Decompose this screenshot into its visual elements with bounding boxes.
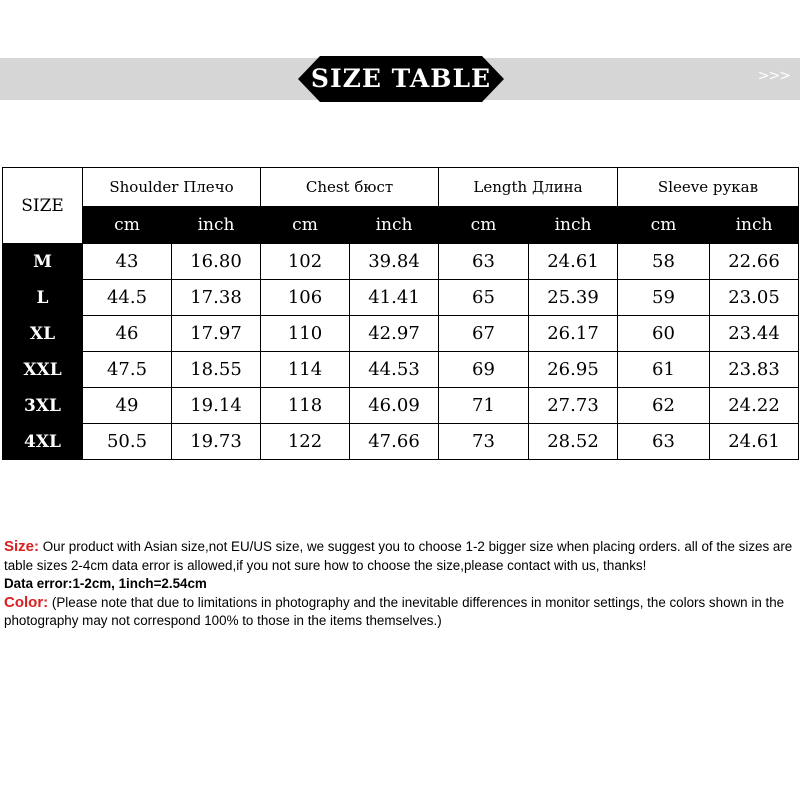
unit-header-inch: inch <box>529 207 618 244</box>
unit-header-inch: inch <box>350 207 439 244</box>
group-header-chest: Chest бюст <box>261 168 439 207</box>
measurement-cell: 47.66 <box>350 424 439 460</box>
measurement-cell: 41.41 <box>350 280 439 316</box>
table-row <box>3 352 799 388</box>
measurement-cell: 23.44 <box>710 316 799 352</box>
measurement-cell: 50.5 <box>83 424 172 460</box>
size-note-text: Our product with Asian size,not EU/US size, we suggest you to choose 1-2 bigger size when placing orders. all of the sizes are table sizes 2-4cm data error is allowed,if you not sure how to choose the size,please contact with us, thanks! <box>4 539 793 573</box>
color-note <box>4 594 798 631</box>
title-badge <box>298 56 504 102</box>
color-note-text: (Please note that due to limitations in photography and the inevitable differences in monitor settings, the colors shown in the photography may not correspond 100% to those in the items themselves.) <box>4 594 785 628</box>
size-cell: XL <box>3 316 83 352</box>
measurement-cell: 43 <box>83 244 172 280</box>
table-row <box>3 316 799 352</box>
measurement-cell: 28.52 <box>529 424 618 460</box>
size-column-header: SIZE <box>3 168 83 244</box>
notes-section <box>4 538 798 631</box>
measurement-cell: 110 <box>261 316 350 352</box>
measurement-cell: 59 <box>618 280 710 316</box>
measurement-cell: 24.61 <box>710 424 799 460</box>
measurement-cell: 47.5 <box>83 352 172 388</box>
measurement-cell: 114 <box>261 352 350 388</box>
measurement-cell: 44.53 <box>350 352 439 388</box>
measurement-cell: 39.84 <box>350 244 439 280</box>
group-header-sleeve: Sleeve рукав <box>618 168 799 207</box>
measurement-cell: 46.09 <box>350 388 439 424</box>
measurement-cell: 18.55 <box>172 352 261 388</box>
measurement-cell: 19.73 <box>172 424 261 460</box>
measurement-cell: 65 <box>439 280 529 316</box>
measurement-cell: 44.5 <box>83 280 172 316</box>
page-title: SIZE TABLE <box>310 64 492 93</box>
measurement-cell: 17.97 <box>172 316 261 352</box>
measurement-cell: 27.73 <box>529 388 618 424</box>
measurement-cell: 67 <box>439 316 529 352</box>
measurement-cell: 49 <box>83 388 172 424</box>
measurement-cell: 63 <box>439 244 529 280</box>
measurement-cell: 26.17 <box>529 316 618 352</box>
measurement-cell: 26.95 <box>529 352 618 388</box>
measurement-cell: 22.66 <box>710 244 799 280</box>
chevrons-icon: >>> <box>757 68 790 84</box>
measurement-cell: 73 <box>439 424 529 460</box>
data-error-note: Data error:1-2cm, 1inch=2.54cm <box>4 576 207 591</box>
size-cell: 3XL <box>3 388 83 424</box>
measurement-cell: 61 <box>618 352 710 388</box>
measurement-cell: 62 <box>618 388 710 424</box>
table-row <box>3 388 799 424</box>
measurement-cell: 42.97 <box>350 316 439 352</box>
size-note-label: Size: <box>4 538 40 555</box>
measurement-cell: 71 <box>439 388 529 424</box>
color-note-label: Color: <box>4 593 49 611</box>
measurement-cell: 17.38 <box>172 280 261 316</box>
measurement-cell: 106 <box>261 280 350 316</box>
measurement-cell: 23.83 <box>710 352 799 388</box>
size-table <box>2 167 799 460</box>
size-cell: 4XL <box>3 424 83 460</box>
group-header-length: Length Длина <box>439 168 618 207</box>
measurement-cell: 25.39 <box>529 280 618 316</box>
measurement-cell: 102 <box>261 244 350 280</box>
size-cell: L <box>3 280 83 316</box>
size-cell: XXL <box>3 352 83 388</box>
group-header-shoulder: Shoulder Плечо <box>83 168 261 207</box>
table-row <box>3 424 799 460</box>
unit-header-cm: cm <box>83 207 172 244</box>
unit-header-cm: cm <box>439 207 529 244</box>
measurement-cell: 60 <box>618 316 710 352</box>
table-row <box>3 244 799 280</box>
measurement-cell: 46 <box>83 316 172 352</box>
measurement-cell: 118 <box>261 388 350 424</box>
measurement-cell: 58 <box>618 244 710 280</box>
unit-header-cm: cm <box>618 207 710 244</box>
table-row <box>3 280 799 316</box>
measurement-cell: 24.22 <box>710 388 799 424</box>
measurement-cell: 16.80 <box>172 244 261 280</box>
unit-header-inch: inch <box>172 207 261 244</box>
measurement-cell: 23.05 <box>710 280 799 316</box>
size-cell: M <box>3 244 83 280</box>
unit-header-cm: cm <box>261 207 350 244</box>
size-note <box>4 538 798 575</box>
measurement-cell: 122 <box>261 424 350 460</box>
unit-header-inch: inch <box>710 207 799 244</box>
measurement-cell: 19.14 <box>172 388 261 424</box>
measurement-cell: 24.61 <box>529 244 618 280</box>
measurement-cell: 69 <box>439 352 529 388</box>
measurement-cell: 63 <box>618 424 710 460</box>
